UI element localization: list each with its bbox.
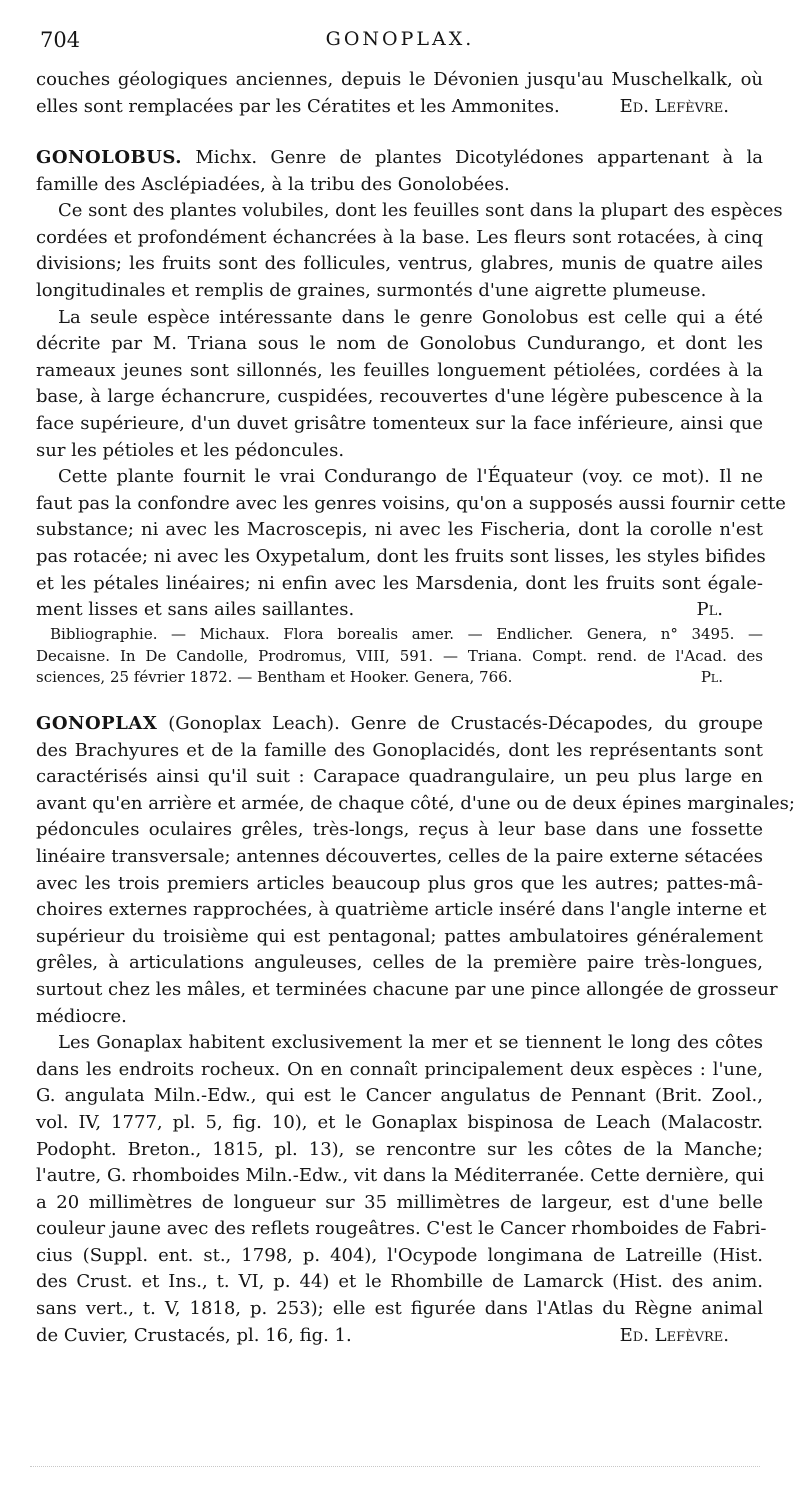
intro-paragraph bbox=[36, 67, 763, 120]
text-line: de Cuvier, Crustacés, pl. 16, fig. 1. Ed. Lefèvre. bbox=[36, 1323, 763, 1350]
text-line: des Crust. et Ins., t. VI, p. 44) et le Rhombille de Lamarck (Hist. des anim. bbox=[36, 1271, 763, 1293]
gonoplax-entry bbox=[36, 711, 795, 1349]
author-signature: Ed. Lefèvre. bbox=[619, 95, 729, 117]
text-line: Bibliographie. — Michaux. Flora borealis amer. — Endlicher. Genera, n° 3495. — bbox=[50, 625, 763, 643]
text-line: faut pas la confondre avec les genres voisins, qu'on a supposés aussi fournir cette bbox=[36, 492, 786, 514]
author-signature: Pl. bbox=[696, 599, 723, 621]
text-line: famille des Asclépiadées, à la tribu des Gonolobées. bbox=[36, 173, 510, 195]
page-number: 704 bbox=[40, 28, 81, 52]
bottom-rule bbox=[30, 1466, 760, 1468]
text-line: couleur jaune avec des reflets rougeâtres. C'est le Cancer rhomboides de Fabri- bbox=[36, 1218, 767, 1240]
text-line: pédoncules oculaires grêles, très-longs, reçus à leur base dans une fossette bbox=[36, 819, 763, 841]
entry-heading: GONOLOBUS. bbox=[36, 147, 183, 168]
text-line: choires externes rapprochées, à quatrième article inséré dans l'angle interne et bbox=[36, 899, 767, 921]
text-line: et les pétales linéaires; ni enfin avec les Marsdenia, dont les fruits sont égale- bbox=[36, 572, 763, 594]
text-line: médiocre. bbox=[36, 1005, 127, 1027]
text-line: Ce sont des plantes volubiles, dont les feuilles sont dans la plupart des espèces bbox=[58, 200, 783, 222]
text-line: sur les pétioles et les pédoncules. bbox=[36, 439, 345, 461]
text-line: décrite par M. Triana sous le nom de Gonolobus Cundurango, et dont les bbox=[36, 333, 763, 355]
text-line: couches géologiques anciennes, depuis le Dévonien jusqu'au Muschelkalk, où bbox=[36, 69, 763, 90]
text-line: dans les endroits rocheux. On en connaît principalement deux espèces : l'une, bbox=[36, 1058, 763, 1080]
text-line: Podopht. Breton., 1815, pl. 13), se rencontre sur les côtes de la Manche; bbox=[36, 1138, 763, 1160]
gonolobus-entry bbox=[36, 145, 786, 624]
text-line: divisions; les fruits sont des follicules, ventrus, glabres, munis de quatre ailes bbox=[36, 253, 763, 275]
text-line: longitudinales et remplis de graines, surmontés d'une aigrette plumeuse. bbox=[36, 279, 707, 301]
text-line: La seule espèce intéressante dans le genre Gonolobus est celle qui a été bbox=[58, 306, 763, 328]
text-line: grêles, à articulations anguleuses, celles de la première paire très-longues, bbox=[36, 952, 763, 974]
text-line: substance; ni avec les Macroscepis, ni avec les Fischeria, dont la corolle n'est bbox=[36, 519, 763, 541]
text-line: G. angulata Miln.-Edw., qui est le Cancer angulatus de Pennant (Brit. Zool., bbox=[36, 1085, 763, 1107]
text-line: cordées et profondément échancrées à la base. Les fleurs sont rotacées, à cinq bbox=[36, 226, 763, 248]
text-line: avant qu'en arrière et armée, de chaque côté, d'une ou de deux épines marginales; bbox=[36, 792, 795, 814]
text-line: surtout chez les mâles, et terminées chacune par une pince allongée de grosseur bbox=[36, 978, 778, 1000]
text-line: GONOLOBUS. Michx. Genre de plantes Dicotylédones appartenant à la bbox=[36, 147, 763, 168]
running-title: GONOPLAX. bbox=[325, 28, 475, 50]
text-line: des Brachyures et de la famille des Gonoplacidés, dont les représentants sont bbox=[36, 739, 763, 761]
text-line: caractérisés ainsi qu'il suit : Carapace quadrangulaire, un peu plus large en bbox=[36, 766, 763, 788]
text-line: ment lisses et sans ailes saillantes. Pl. bbox=[36, 597, 763, 624]
author-signature: Ed. Lefèvre. bbox=[619, 1324, 729, 1346]
text-line: linéaire transversale; antennes découvertes, celles de la paire externe sétacées bbox=[36, 845, 763, 867]
author-signature: Pl. bbox=[700, 668, 723, 686]
gonolobus-bibliography bbox=[36, 624, 763, 689]
text-line: base, à large échancrure, cuspidées, recouvertes d'une légère pubescence à la bbox=[36, 386, 763, 408]
text-line: face supérieure, d'un duvet grisâtre tomenteux sur la face inférieure, ainsi que bbox=[36, 412, 763, 434]
text-line: rameaux jeunes sont sillonnés, les feuilles longuement pétiolées, cordées à la bbox=[36, 359, 763, 381]
text-line: elles sont remplacées par les Cératites et les Ammonites. Ed. Lefèvre. bbox=[36, 94, 763, 121]
text-line: a 20 millimètres de longueur sur 35 millimètres de largeur, est d'une belle bbox=[36, 1191, 763, 1213]
text-line: GONOPLAX (Gonoplax Leach). Genre de Crustacés-Décapodes, du groupe bbox=[36, 713, 763, 734]
entry-heading: GONOPLAX bbox=[36, 713, 158, 734]
text-line: avec les trois premiers articles beaucoup plus gros que les autres; pattes-mâ- bbox=[36, 872, 763, 894]
text-line: l'autre, G. rhomboides Miln.-Edw., vit dans la Méditerranée. Cette dernière, qui bbox=[36, 1165, 764, 1187]
text-line: pas rotacée; ni avec les Oxypetalum, dont les fruits sont lisses, les styles bifides bbox=[36, 545, 766, 567]
text-line: sciences, 25 février 1872. — Bentham et Hooker. Genera, 766. Pl. bbox=[36, 667, 763, 689]
text-line: vol. IV, 1777, pl. 5, fig. 10), et le Gonaplax bispinosa de Leach (Malacostr. bbox=[36, 1111, 763, 1133]
text-line: Cette plante fournit le vrai Condurango de l'Équateur (voy. ce mot). Il ne bbox=[58, 466, 763, 488]
text-line: supérieur du troisième qui est pentagonal; pattes ambulatoires généralement bbox=[36, 925, 763, 947]
text-line: cius (Suppl. ent. st., 1798, p. 404), l'Ocypode longimana de Latreille (Hist. bbox=[36, 1244, 763, 1266]
text-line: Decaisne. In De Candolle, Prodromus, VIII, 591. — Triana. Compt. rend. de l'Acad. des bbox=[36, 646, 763, 665]
text-line: Les Gonaplax habitent exclusivement la mer et se tiennent le long des côtes bbox=[58, 1032, 763, 1054]
text-line: sans vert., t. V, 1818, p. 253); elle est figurée dans l'Atlas du Règne animal bbox=[36, 1298, 763, 1320]
